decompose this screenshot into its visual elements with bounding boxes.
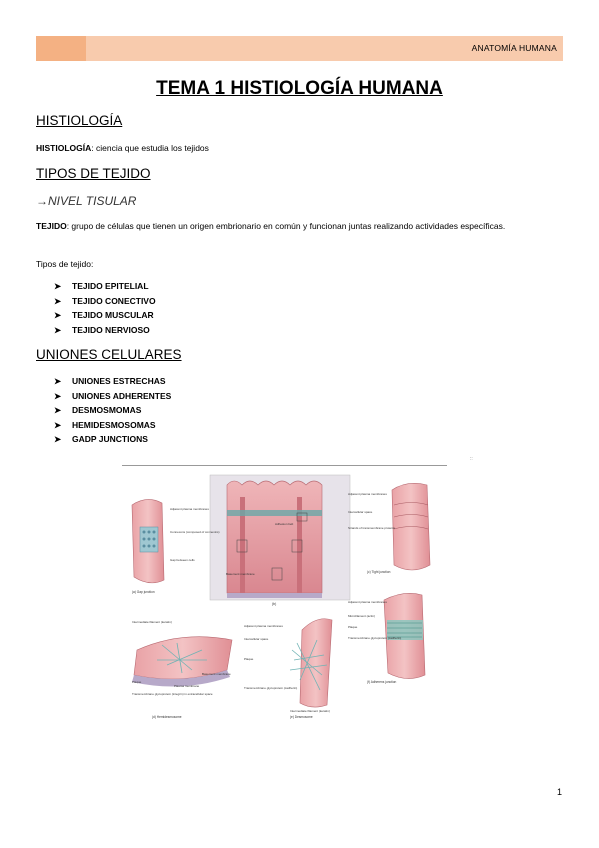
tejido-definition <box>36 219 546 234</box>
hemidesmosome-illustration <box>132 620 232 719</box>
label-hemi-integrin: Transmembrane glycoprotein (integrin) in extracellular space <box>132 692 213 696</box>
label-hemi-membrane: Plasma membrane <box>174 684 200 688</box>
page-number: 1 <box>557 787 563 797</box>
panel-label-c: (c) Tight junction <box>367 570 391 574</box>
list-item: ➤ UNIONES ADHERENTES <box>54 389 171 404</box>
arrow-bullet-icon: ➤ <box>54 419 62 430</box>
stray-mark: :: <box>470 456 473 462</box>
panel-label-e: (e) Desmosome <box>290 715 313 719</box>
header-text: ANATOMÍA HUMANA <box>471 43 557 53</box>
list-item: ➤ TEJIDO EPITELIAL <box>54 279 156 294</box>
label-basement-membrane: Basement membrane <box>226 572 255 576</box>
arrow-bullet-icon: ➤ <box>54 434 62 445</box>
label-tight-intercellular: Intercellular space <box>348 510 373 514</box>
section-heading-tipos: TIPOS DE TEJIDO <box>36 166 151 181</box>
types-label: Tipos de tejido: <box>36 259 94 269</box>
histiologia-definition <box>36 141 209 156</box>
label-hemi-filament: Intermediate filament (keratin) <box>132 620 172 624</box>
list-item: ➤ TEJIDO CONECTIVO <box>54 294 156 309</box>
tight-junction-illustration <box>348 483 430 574</box>
section-heading-uniones: UNIONES CELULARES <box>36 347 182 362</box>
list-item: ➤ TEJIDO MUSCULAR <box>54 308 156 323</box>
label-desmo-filament: Intermediate filament (keratin) <box>290 709 330 713</box>
label-adjacent-membranes: Adjacent plasma membranes <box>170 507 209 511</box>
label-microfilament: Microfilament (actin) <box>348 614 376 618</box>
label-desmo-plaque: Plaque <box>244 657 254 661</box>
label-connexons: Connexons (composed of connexins) <box>170 530 220 534</box>
list-item: ➤ TEJIDO NERVIOSO <box>54 323 156 338</box>
histiologia-term: HISTIOLOGÍA <box>36 143 92 153</box>
tissue-types-list <box>54 279 156 337</box>
panel-label-a: (a) Gap junction <box>132 590 155 594</box>
tejido-term: TEJIDO <box>36 221 67 231</box>
label-gap-between-cells: Gap between cells <box>170 558 195 562</box>
label-plaque-f: Plaque <box>348 625 358 629</box>
page-title: TEMA 1 HISTIOLOGÍA HUMANA <box>156 78 443 99</box>
label-tight-adjacent: Adjacent plasma membranes <box>348 492 387 496</box>
label-desmo-intercellular: Intercellular space <box>244 637 269 641</box>
header-accent-block <box>36 36 86 61</box>
arrow-bullet-icon: ➤ <box>54 390 62 401</box>
arrow-bullet-icon: ➤ <box>54 324 62 335</box>
label-cadherin-f: Transmembrane glycoprotein (cadherin) <box>348 636 402 640</box>
gap-junction-illustration <box>132 499 220 594</box>
arrow-bullet-icon: ➤ <box>54 310 62 321</box>
label-desmo-adjacent: Adjacent plasma membranes <box>244 624 283 628</box>
histiologia-text: : ciencia que estudia los tejidos <box>91 143 209 153</box>
list-item: ➤ HEMIDESMOSOMAS <box>54 418 171 433</box>
list-item: ➤ GADP JUNCTIONS <box>54 432 171 447</box>
label-strands: Strands of transmembrane proteins <box>348 526 396 530</box>
epithelium-block <box>210 475 350 606</box>
label-desmo-cadherin: Transmembrane glycoprotein (cadherin) <box>244 686 298 690</box>
list-item: ➤ UNIONES ESTRECHAS <box>54 374 171 389</box>
cell-junctions-figure <box>122 465 447 720</box>
arrow-bullet-icon: ➤ <box>54 405 62 416</box>
label-hemi-basement: Basement membrane <box>202 672 231 676</box>
header-bar <box>36 36 563 61</box>
adherens-junction-illustration <box>348 593 425 684</box>
subheading-nivel-tisular: →NIVEL TISULAR <box>36 194 137 208</box>
arrow-bullet-icon: ➤ <box>54 281 62 291</box>
arrow-bullet-icon: ➤ <box>54 376 62 386</box>
panel-label-b: (b) <box>272 602 277 606</box>
cell-junctions-list <box>54 374 171 447</box>
label-adherens-adjacent: Adjacent plasma membranes <box>348 600 387 604</box>
section-heading-histiologia: HISTIOLOGÍA <box>36 113 123 128</box>
desmosome-illustration <box>244 619 332 719</box>
arrow-bullet-icon: ➤ <box>54 295 62 306</box>
label-adhesion-belt: Adhesion belt <box>275 522 294 526</box>
list-item: ➤ DESMOSMOMAS <box>54 403 171 418</box>
tejido-text: : grupo de células que tienen un origen embrionario en común y funcionan juntas realizando actividades específicas. <box>66 221 506 231</box>
panel-label-d: (d) Hemidesmosome <box>152 715 182 719</box>
label-hemi-plaque: Plaque <box>132 680 142 684</box>
panel-label-f: (f) Adherens junction <box>367 680 397 684</box>
